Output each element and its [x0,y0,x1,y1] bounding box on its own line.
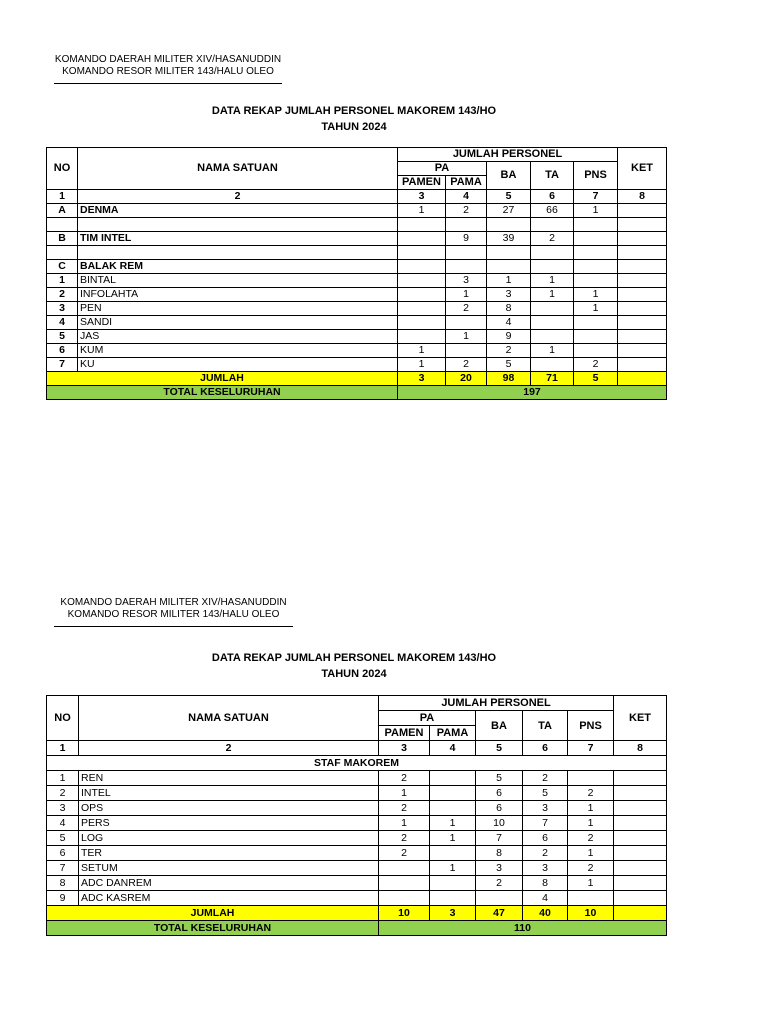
cell-no: 7 [47,358,78,372]
cell-ba: 2 [487,344,531,358]
colnum: 8 [618,190,667,204]
cell-no: 4 [47,316,78,330]
jumlah-pns: 10 [568,906,614,921]
cell-ket [614,846,667,861]
cell-ket [618,288,667,302]
cell-pns: 1 [568,816,614,831]
cell-ba: 4 [487,316,531,330]
cell-no: 9 [47,891,79,906]
col-header-pa: PA [379,711,476,726]
jumlah-pama: 20 [446,372,487,386]
cell-pama: 1 [446,330,487,344]
colnum: 5 [487,190,531,204]
total-value: 110 [379,921,667,936]
cell-pama [430,891,476,906]
cell-nama: BINTAL [78,274,398,288]
colnum: 3 [398,190,446,204]
colnum: 8 [614,741,667,756]
section-row [47,756,667,771]
cell-pama: 9 [446,232,487,246]
cell-ket [614,786,667,801]
personnel-table [46,695,667,936]
cell-pamen [379,891,430,906]
jumlah-row [47,906,667,921]
cell-nama: KU [78,358,398,372]
cell-ba: 2 [476,876,523,891]
col-header-pns: PNS [568,711,614,741]
table-row [47,288,667,302]
title-line-1: DATA REKAP JUMLAH PERSONEL MAKOREM 143/HO [211,652,497,664]
cell-no: 5 [47,831,79,846]
table-row [47,846,667,861]
cell-nama: REN [79,771,379,786]
cell-pama [446,246,487,260]
cell-ta: 3 [523,801,568,816]
cell-pama [446,218,487,232]
cell-pama: 2 [446,358,487,372]
cell-no: 6 [47,344,78,358]
table-row [47,232,667,246]
colnum: 5 [476,741,523,756]
cell-pama [430,771,476,786]
cell-no: 8 [47,876,79,891]
cell-pamen [379,876,430,891]
cell-no: 5 [47,330,78,344]
cell-pns: 1 [568,801,614,816]
cell-nama: INFOLAHTA [78,288,398,302]
cell-pama [446,260,487,274]
jumlah-label: JUMLAH [47,906,379,921]
cell-pamen [398,260,446,274]
cell-ta [531,330,574,344]
cell-ket [618,260,667,274]
colnum: 3 [379,741,430,756]
colnum: 1 [47,190,78,204]
cell-pns: 1 [568,846,614,861]
table-row [47,771,667,786]
cell-pama: 2 [446,302,487,316]
cell-pamen [398,274,446,288]
table-row [47,204,667,218]
cell-pns [574,218,618,232]
cell-no: A [47,204,78,218]
cell-pama [430,846,476,861]
cell-pamen: 1 [398,358,446,372]
colnum: 4 [446,190,487,204]
cell-pamen [398,330,446,344]
cell-pamen: 2 [379,771,430,786]
table-row [47,801,667,816]
cell-nama: TIM INTEL [78,232,398,246]
cell-ba: 39 [487,232,531,246]
col-header-ket: KET [618,148,667,190]
cell-pama: 1 [430,816,476,831]
cell-pamen: 1 [379,786,430,801]
col-header-pama: PAMA [430,726,476,741]
cell-pns [568,771,614,786]
cell-ba: 8 [476,846,523,861]
cell-pamen: 2 [379,846,430,861]
cell-nama: ADC DANREM [79,876,379,891]
table-row [47,786,667,801]
cell-pamen: 1 [379,816,430,831]
cell-nama: PERS [79,816,379,831]
table-row [47,218,667,232]
cell-pamen [398,246,446,260]
table-body [47,771,667,906]
jumlah-pamen: 10 [379,906,430,921]
cell-pns [574,274,618,288]
cell-pns [574,316,618,330]
cell-ta [531,302,574,316]
col-header-nama-satuan: NAMA SATUAN [79,696,379,741]
org-header [54,54,282,84]
jumlah-ket [618,372,667,386]
cell-ba: 6 [476,786,523,801]
cell-nama [78,218,398,232]
cell-ba [487,218,531,232]
title-line-1: DATA REKAP JUMLAH PERSONEL MAKOREM 143/HO [211,105,497,117]
cell-pns: 2 [568,786,614,801]
cell-pama: 1 [430,831,476,846]
jumlah-ket [614,906,667,921]
cell-no [47,246,78,260]
cell-ta [531,260,574,274]
cell-no: 3 [47,302,78,316]
jumlah-row [47,372,667,386]
cell-ta: 7 [523,816,568,831]
cell-pns [574,330,618,344]
column-number-row [47,741,667,756]
colnum: 7 [568,741,614,756]
column-number-row [47,190,667,204]
cell-ta [531,246,574,260]
org-line-1: KOMANDO DAERAH MILITER XIV/HASANUDDIN [60,597,287,608]
cell-ba: 10 [476,816,523,831]
col-header-nama-satuan: NAMA SATUAN [78,148,398,190]
cell-nama: LOG [79,831,379,846]
col-header-pama: PAMA [446,176,487,190]
cell-pama: 1 [430,861,476,876]
col-header-pns: PNS [574,162,618,190]
cell-pama: 2 [446,204,487,218]
cell-nama: BALAK REM [78,260,398,274]
cell-pns: 1 [568,876,614,891]
cell-pns: 2 [574,358,618,372]
cell-ket [614,861,667,876]
colnum: 2 [79,741,379,756]
cell-nama: INTEL [79,786,379,801]
cell-ket [614,816,667,831]
cell-ta: 6 [523,831,568,846]
cell-nama: SANDI [78,316,398,330]
header-underline [54,83,282,84]
cell-ba: 1 [487,274,531,288]
col-header-pamen: PAMEN [379,726,430,741]
cell-ba: 9 [487,330,531,344]
col-header-ba: BA [476,711,523,741]
cell-ket [618,204,667,218]
cell-pns [574,344,618,358]
cell-ket [618,344,667,358]
org-line-2: KOMANDO RESOR MILITER 143/HALU OLEO [67,609,280,620]
cell-no [47,218,78,232]
cell-pama [446,316,487,330]
colnum: 1 [47,741,79,756]
cell-nama: DENMA [78,204,398,218]
cell-pamen: 1 [398,204,446,218]
cell-pama [430,801,476,816]
cell-no: 2 [47,288,78,302]
cell-pama: 1 [446,288,487,302]
cell-no: 1 [47,771,79,786]
cell-pama [446,344,487,358]
cell-ta: 5 [523,786,568,801]
cell-ba: 27 [487,204,531,218]
table-row [47,358,667,372]
cell-ket [618,302,667,316]
col-header-no: NO [47,148,78,190]
cell-nama: PEN [78,302,398,316]
col-header-jumlah-personel: JUMLAH PERSONEL [379,696,614,711]
cell-pns [574,246,618,260]
table-body [47,204,667,372]
cell-ta [531,218,574,232]
table-row [47,274,667,288]
total-row [47,386,667,400]
cell-ket [614,801,667,816]
cell-pamen [398,288,446,302]
cell-ket [614,831,667,846]
cell-pns [574,260,618,274]
cell-ba: 3 [487,288,531,302]
table-row [47,831,667,846]
cell-nama: TER [79,846,379,861]
cell-pns [568,891,614,906]
table-row [47,891,667,906]
cell-pamen: 1 [398,344,446,358]
jumlah-ba: 47 [476,906,523,921]
colnum: 2 [78,190,398,204]
total-row [47,921,667,936]
cell-pamen: 2 [379,831,430,846]
total-label: TOTAL KESELURUHAN [47,921,379,936]
personnel-table [46,147,667,400]
jumlah-ta: 71 [531,372,574,386]
cell-pamen [398,302,446,316]
cell-pamen [398,218,446,232]
jumlah-label: JUMLAH [47,372,398,386]
cell-pns: 2 [568,861,614,876]
cell-no: 2 [47,786,79,801]
cell-pns: 1 [574,204,618,218]
cell-pamen: 2 [379,801,430,816]
table-row [47,260,667,274]
cell-ba: 5 [487,358,531,372]
cell-ket [618,358,667,372]
jumlah-pns: 5 [574,372,618,386]
table-row [47,816,667,831]
colnum: 6 [523,741,568,756]
cell-ta: 2 [523,771,568,786]
cell-ket [618,218,667,232]
cell-no: 4 [47,816,79,831]
section-title: STAF MAKOREM [47,756,667,771]
table-row [47,302,667,316]
cell-ta [531,358,574,372]
table-row [47,330,667,344]
cell-ta: 2 [531,232,574,246]
cell-pamen [398,316,446,330]
cell-ta: 1 [531,288,574,302]
cell-ba [476,891,523,906]
cell-nama [78,246,398,260]
title-line-2: TAHUN 2024 [321,121,387,133]
col-header-pamen: PAMEN [398,176,446,190]
cell-ba: 6 [476,801,523,816]
cell-pns: 1 [574,302,618,316]
col-header-ba: BA [487,162,531,190]
col-header-ket: KET [614,696,667,741]
jumlah-pama: 3 [430,906,476,921]
org-header [54,597,293,627]
table-row [47,246,667,260]
total-value: 197 [398,386,667,400]
cell-ta: 1 [531,274,574,288]
cell-ba: 7 [476,831,523,846]
cell-ket [618,246,667,260]
table-row [47,876,667,891]
jumlah-ta: 40 [523,906,568,921]
cell-pamen [379,861,430,876]
cell-ket [614,891,667,906]
cell-ta: 2 [523,846,568,861]
table-row [47,861,667,876]
cell-ket [614,876,667,891]
jumlah-ba: 98 [487,372,531,386]
cell-ba [487,260,531,274]
cell-ket [618,316,667,330]
table-row [47,316,667,330]
cell-nama: OPS [79,801,379,816]
cell-ta: 66 [531,204,574,218]
cell-pama: 3 [446,274,487,288]
cell-pns: 2 [568,831,614,846]
col-header-ta: TA [531,162,574,190]
cell-no: B [47,232,78,246]
cell-ta: 1 [531,344,574,358]
cell-nama: JAS [78,330,398,344]
cell-nama: SETUM [79,861,379,876]
col-header-no: NO [47,696,79,741]
cell-ket [618,274,667,288]
colnum: 4 [430,741,476,756]
cell-ba: 8 [487,302,531,316]
table-row [47,344,667,358]
cell-pama [430,786,476,801]
cell-ket [618,232,667,246]
col-header-pa: PA [398,162,487,176]
cell-ta [531,316,574,330]
col-header-ta: TA [523,711,568,741]
cell-nama: ADC KASREM [79,891,379,906]
jumlah-pamen: 3 [398,372,446,386]
cell-pamen [398,232,446,246]
cell-pama [430,876,476,891]
cell-ket [614,771,667,786]
doc-title [0,103,708,135]
total-label: TOTAL KESELURUHAN [47,386,398,400]
colnum: 7 [574,190,618,204]
cell-no: C [47,260,78,274]
title-line-2: TAHUN 2024 [321,668,387,680]
doc-title [0,650,708,682]
org-line-1: KOMANDO DAERAH MILITER XIV/HASANUDDIN [54,54,282,65]
cell-ta: 3 [523,861,568,876]
cell-pns: 1 [574,288,618,302]
cell-ba: 5 [476,771,523,786]
cell-ta: 4 [523,891,568,906]
colnum: 6 [531,190,574,204]
cell-no: 7 [47,861,79,876]
cell-no: 3 [47,801,79,816]
cell-no: 6 [47,846,79,861]
col-header-jumlah-personel: JUMLAH PERSONEL [398,148,618,162]
cell-ket [618,330,667,344]
cell-ta: 8 [523,876,568,891]
cell-no: 1 [47,274,78,288]
cell-nama: KUM [78,344,398,358]
cell-pns [574,232,618,246]
cell-ba: 3 [476,861,523,876]
cell-ba [487,246,531,260]
header-underline [54,626,293,627]
org-line-2: KOMANDO RESOR MILITER 143/HALU OLEO [62,66,274,77]
